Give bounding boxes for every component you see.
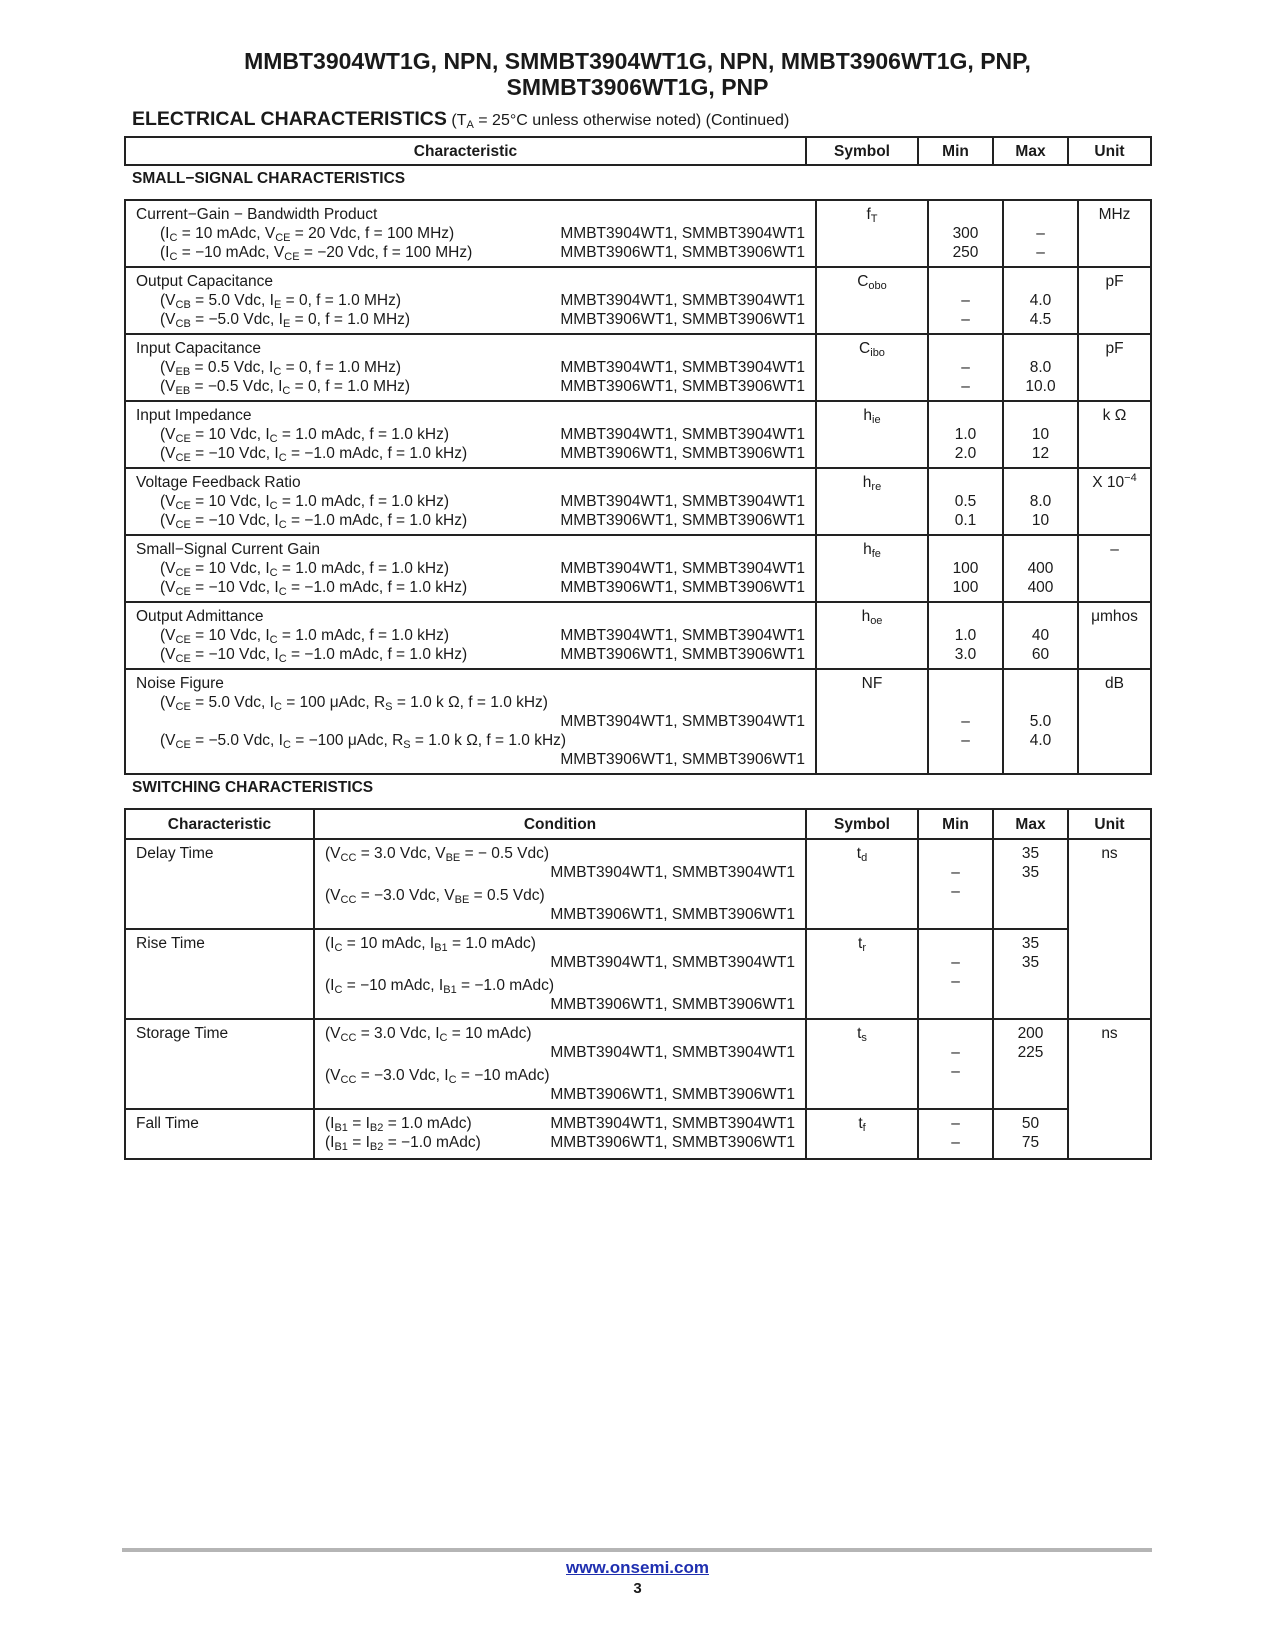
small-signal-table bbox=[124, 199, 1152, 775]
max-cell: 10 12 bbox=[1003, 401, 1078, 468]
storage-time-symbol: $t_s$ bbox=[806, 1019, 918, 1109]
unit-cell: μmhos bbox=[1078, 602, 1151, 669]
sw-col-symbol: Symbol bbox=[806, 809, 918, 839]
unit-cell: X $10^{-4}$ bbox=[1078, 468, 1151, 535]
unit-cell: pF bbox=[1078, 267, 1151, 334]
fall-time-max: 50 75 bbox=[993, 1109, 1068, 1159]
table-row bbox=[125, 200, 1151, 267]
fall-time-name: Fall Time bbox=[125, 1109, 314, 1159]
symbol-cell: $h_{fe}$ bbox=[816, 535, 928, 602]
min-cell: 100 100 bbox=[928, 535, 1003, 602]
fall-time-min: – – bbox=[918, 1109, 993, 1159]
unit-cell: dB bbox=[1078, 669, 1151, 774]
table-row bbox=[125, 1019, 1151, 1109]
title-line-2: SMMBT3906WT1G, PNP bbox=[506, 74, 769, 100]
min-cell: 1.0 3.0 bbox=[928, 602, 1003, 669]
small-signal-heading: SMALL−SIGNAL CHARACTERISTICS bbox=[132, 170, 406, 187]
delay-time-min: – – bbox=[918, 839, 993, 929]
sw-col-unit: Unit bbox=[1068, 809, 1151, 839]
symbol-cell: $h_{ie}$ bbox=[816, 401, 928, 468]
characteristics-header-table bbox=[124, 136, 1152, 166]
table-row bbox=[125, 602, 1151, 669]
sw-col-max: Max bbox=[993, 809, 1068, 839]
rise-time-name: Rise Time bbox=[125, 929, 314, 1019]
min-cell: 0.5 0.1 bbox=[928, 468, 1003, 535]
min-cell: – – bbox=[928, 267, 1003, 334]
rise-time-max: 35 35 bbox=[993, 929, 1068, 1019]
storage-time-condition: ($V_{CC} = 3.0$ Vdc, $I_C = 10$ mAdc) MMBT3904WT1, SMMBT3904WT1 ($V_{CC} = -3.0$ Vdc, $I_C = -10$ mAdc) MMBT3906WT1, SMMBT3906WT1 bbox=[314, 1019, 806, 1109]
storage-fall-unit: ns bbox=[1068, 1019, 1151, 1159]
col-max: Max bbox=[993, 137, 1068, 165]
delay-rise-unit: ns bbox=[1068, 839, 1151, 1019]
symbol-cell: NF bbox=[816, 669, 928, 774]
table-row bbox=[125, 839, 1151, 929]
col-characteristic: Characteristic bbox=[125, 137, 806, 165]
symbol-cell: $C_{ibo}$ bbox=[816, 334, 928, 401]
page-title bbox=[0, 48, 1275, 100]
symbol-cell: $h_{oe}$ bbox=[816, 602, 928, 669]
storage-time-max: 200 225 bbox=[993, 1019, 1068, 1109]
max-cell: 400 400 bbox=[1003, 535, 1078, 602]
table-row bbox=[125, 334, 1151, 401]
characteristic-cell: Voltage Feedback Ratio ($V_{CE} = 10$ Vdc, $I_C = 1.0$ mAdc, f = 1.0 kHz) MMBT3904WT1, SMMBT3904WT1 ($V_{CE} = -10$ Vdc, $I_C = -1.0$ mAdc, f = 1.0 kHz) MMBT3906WT1, SMMBT3906WT1 bbox=[125, 468, 816, 535]
storage-time-name: Storage Time bbox=[125, 1019, 314, 1109]
section-heading-title: ELECTRICAL CHARACTERISTICS bbox=[132, 108, 447, 130]
section-heading bbox=[132, 108, 789, 131]
symbol-cell: $f_T$ bbox=[816, 200, 928, 267]
characteristic-cell: Current−Gain − Bandwidth Product ($I_C = 10$ mAdc, $V_{CE} = 20$ Vdc, f = 100 MHz) MMBT3904WT1, SMMBT3904WT1 ($I_C = -10$ mAdc, $V_{CE} = -20$ Vdc, f = 100 MHz) MMBT3906WT1, SMMBT3906WT1 bbox=[125, 200, 816, 267]
col-min: Min bbox=[918, 137, 993, 165]
max-cell: 5.0 4.0 bbox=[1003, 669, 1078, 774]
max-cell: 8.0 10.0 bbox=[1003, 334, 1078, 401]
max-cell: – – bbox=[1003, 200, 1078, 267]
delay-time-max: 35 35 bbox=[993, 839, 1068, 929]
min-cell: 300 250 bbox=[928, 200, 1003, 267]
characteristic-cell: Input Impedance ($V_{CE} = 10$ Vdc, $I_C = 1.0$ mAdc, f = 1.0 kHz) MMBT3904WT1, SMMBT3904WT1 ($V_{CE} = -10$ Vdc, $I_C = -1.0$ mAdc, f = 1.0 kHz) MMBT3906WT1, SMMBT3906WT1 bbox=[125, 401, 816, 468]
min-cell: 1.0 2.0 bbox=[928, 401, 1003, 468]
rise-time-min: – – bbox=[918, 929, 993, 1019]
characteristic-cell: Small−Signal Current Gain ($V_{CE} = 10$ Vdc, $I_C = 1.0$ mAdc, f = 1.0 kHz) MMBT3904WT1, SMMBT3904WT1 ($V_{CE} = -10$ Vdc, $I_C = -1.0$ mAdc, f = 1.0 kHz) MMBT3906WT1, SMMBT3906WT1 bbox=[125, 535, 816, 602]
storage-time-min: – – bbox=[918, 1019, 993, 1109]
symbol-cell: $h_{re}$ bbox=[816, 468, 928, 535]
unit-cell: – bbox=[1078, 535, 1151, 602]
fall-time-symbol: $t_f$ bbox=[806, 1109, 918, 1159]
characteristic-cell: Output Capacitance ($V_{CB} = 5.0$ Vdc, $I_E = 0$, f = 1.0 MHz) MMBT3904WT1, SMMBT3904WT1 ($V_{CB} = -5.0$ Vdc, $I_E = 0$, f = 1.0 MHz) MMBT3906WT1, SMMBT3906WT1 bbox=[125, 267, 816, 334]
delay-time-symbol: $t_d$ bbox=[806, 839, 918, 929]
table-row bbox=[125, 401, 1151, 468]
max-cell: 4.0 4.5 bbox=[1003, 267, 1078, 334]
table-row bbox=[125, 669, 1151, 774]
title-line-1: MMBT3904WT1G, NPN, SMMBT3904WT1G, NPN, MMBT3906WT1G, PNP, bbox=[244, 48, 1031, 74]
fall-time-condition: ($I_{B1} = I_{B2} = 1.0$ mAdc) MMBT3904WT1, SMMBT3904WT1 ($I_{B1} = I_{B2} = -1.0$ mAdc) MMBT3906WT1, SMMBT3906WT1 bbox=[314, 1109, 806, 1159]
min-cell: – – bbox=[928, 669, 1003, 774]
sw-col-condition: Condition bbox=[314, 809, 806, 839]
max-cell: 8.0 10 bbox=[1003, 468, 1078, 535]
section-note: ($T_A = 25^\circ C$ unless otherwise noted) (Continued) bbox=[451, 112, 790, 131]
table-row bbox=[125, 468, 1151, 535]
max-cell: 40 60 bbox=[1003, 602, 1078, 669]
rise-time-symbol: $t_r$ bbox=[806, 929, 918, 1019]
delay-time-condition: ($V_{CC} = 3.0$ Vdc, $V_{BE}$ = − 0.5 Vdc) MMBT3904WT1, SMMBT3904WT1 ($V_{CC} = -3.0$ Vdc, $V_{BE} = 0.5$ Vdc) MMBT3906WT1, SMMBT3906WT1 bbox=[314, 839, 806, 929]
footer-website-link[interactable]: www.onsemi.com bbox=[566, 1558, 709, 1577]
col-symbol: Symbol bbox=[806, 137, 918, 165]
footer-divider bbox=[122, 1548, 1152, 1552]
symbol-cell: $C_{obo}$ bbox=[816, 267, 928, 334]
unit-cell: MHz bbox=[1078, 200, 1151, 267]
sw-col-min: Min bbox=[918, 809, 993, 839]
delay-time-name: Delay Time bbox=[125, 839, 314, 929]
switching-heading: SWITCHING CHARACTERISTICS bbox=[132, 779, 374, 796]
table-row bbox=[125, 267, 1151, 334]
rise-time-condition: ($I_C = 10$ mAdc, $I_{B1} = 1.0$ mAdc) MMBT3904WT1, SMMBT3904WT1 ($I_C = -10$ mAdc, $I_{B1} = -1.0$ mAdc) MMBT3906WT1, SMMBT3906WT1 bbox=[314, 929, 806, 1019]
col-unit: Unit bbox=[1068, 137, 1151, 165]
page-number: 3 bbox=[633, 1580, 642, 1597]
switching-table bbox=[124, 808, 1152, 1160]
characteristic-cell: Noise Figure ($V_{CE} = 5.0$ Vdc, $I_C = 100$ μAdc, $R_S = 1.0$ k Ω, f = 1.0 kHz) MMBT3904WT1, SMMBT3904WT1 ($V_{CE} = -5.0$ Vdc, $I_C = -100$ μAdc, $R_S = 1.0$ k Ω, f = 1.0 kHz) MMBT3906WT1, SMMBT3906WT1 bbox=[125, 669, 816, 774]
table-row bbox=[125, 929, 1151, 1019]
characteristic-cell: Input Capacitance ($V_{EB} = 0.5$ Vdc, $I_C = 0$, f = 1.0 MHz) MMBT3904WT1, SMMBT3904WT1 ($V_{EB} = -0.5$ Vdc, $I_C = 0$, f = 1.0 MHz) MMBT3906WT1, SMMBT3906WT1 bbox=[125, 334, 816, 401]
characteristic-cell: Output Admittance ($V_{CE} = 10$ Vdc, $I_C = 1.0$ mAdc, f = 1.0 kHz) MMBT3904WT1, SMMBT3904WT1 ($V_{CE} = -10$ Vdc, $I_C = -1.0$ mAdc, f = 1.0 kHz) MMBT3906WT1, SMMBT3906WT1 bbox=[125, 602, 816, 669]
min-cell: – – bbox=[928, 334, 1003, 401]
sw-col-characteristic: Characteristic bbox=[125, 809, 314, 839]
table-row bbox=[125, 535, 1151, 602]
table-row bbox=[125, 1109, 1151, 1159]
unit-cell: pF bbox=[1078, 334, 1151, 401]
unit-cell: k Ω bbox=[1078, 401, 1151, 468]
